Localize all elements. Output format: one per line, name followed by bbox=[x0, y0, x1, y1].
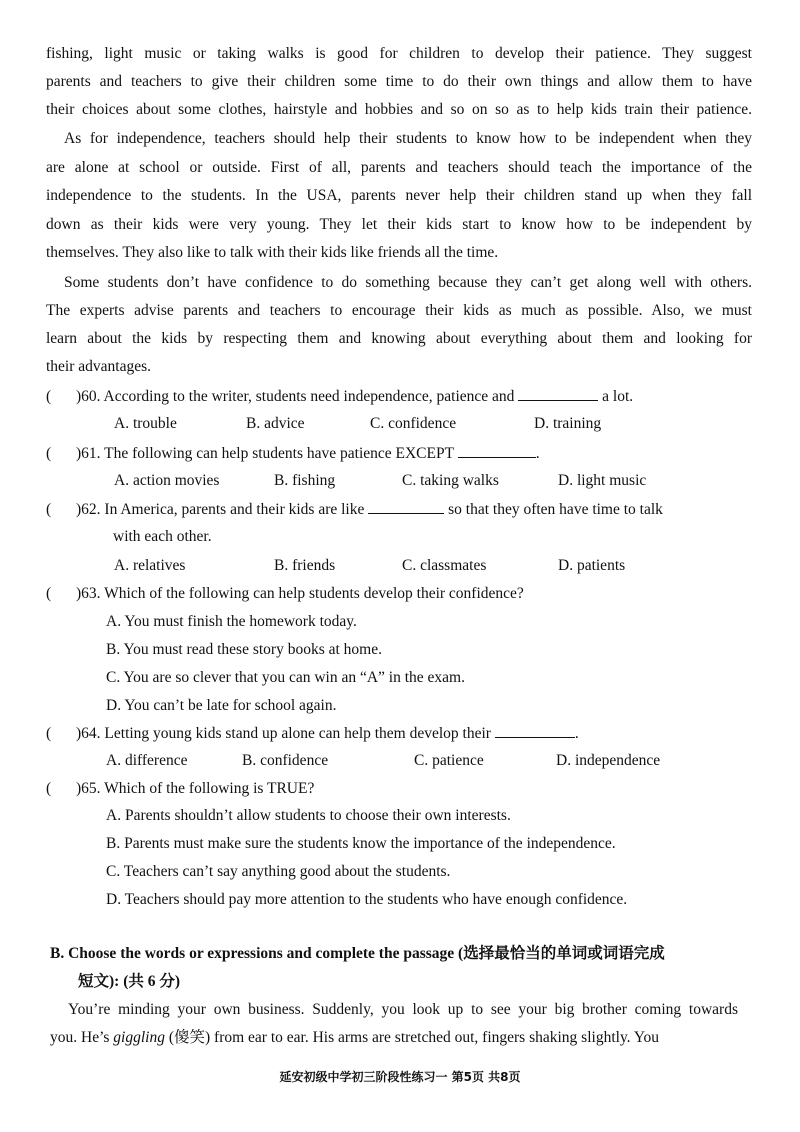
italic-word: giggling bbox=[113, 1029, 165, 1046]
question-stem: )64. Letting young kids stand up alone can help them develop their bbox=[76, 725, 491, 742]
option-a: A. Parents shouldn’t allow students to choose their own interests. bbox=[106, 807, 511, 824]
question-stem: )63. Which of the following can help students develop their confidence? bbox=[76, 585, 524, 602]
option-a: A. difference bbox=[106, 752, 188, 769]
option-b: B. advice bbox=[246, 415, 305, 432]
passage-line: independence to the students. In the USA, parents never help their children stand up when they fall bbox=[46, 187, 752, 204]
option-a: A. relatives bbox=[114, 557, 186, 574]
answer-blank bbox=[368, 499, 444, 514]
option-c: C. taking walks bbox=[402, 472, 499, 489]
question-stem-end: . bbox=[574, 725, 579, 742]
passage-line: are alone at school or outside. First of all, parents and teachers should teach the importance of the bbox=[46, 159, 752, 176]
option-b: B. Parents must make sure the students know the importance of the independence. bbox=[106, 835, 616, 852]
passage-text: (傻笑) from ear to ear. His arms are stretched out, fingers shaking slightly. You bbox=[168, 1029, 660, 1046]
option-b: B. You must read these story books at home. bbox=[106, 641, 382, 658]
passage-line: down as their kids were very young. They let their kids start to know how to be independent by bbox=[46, 216, 752, 233]
passage-line: fishing, light music or taking walks is good for children to develop their patience. They suggest bbox=[46, 45, 752, 62]
section-b-passage-line: You’re minding your own business. Suddenly, you look up to see your big brother coming towards bbox=[68, 1001, 738, 1018]
option-a: A. You must finish the homework today. bbox=[106, 613, 357, 630]
answer-paren[interactable]: ( bbox=[46, 501, 52, 518]
option-c: C. patience bbox=[414, 752, 484, 769]
answer-paren[interactable]: ( bbox=[46, 780, 52, 797]
question-65 bbox=[46, 779, 314, 799]
passage-line: their advantages. bbox=[46, 358, 152, 375]
option-c: C. You are so clever that you can win an “A” in the exam. bbox=[106, 669, 465, 686]
question-stem: )62. In America, parents and their kids are like bbox=[76, 501, 365, 518]
question-62 bbox=[46, 499, 663, 520]
passage-line: The experts advise parents and teachers to encourage their kids as much as possible. Also, we must bbox=[46, 302, 752, 319]
question-stem-end: . bbox=[535, 445, 540, 462]
question-stem: )65. Which of the following is TRUE? bbox=[76, 780, 315, 797]
answer-blank bbox=[458, 443, 536, 458]
question-stem-end: a lot. bbox=[602, 388, 634, 405]
answer-paren[interactable]: ( bbox=[46, 725, 52, 742]
passage-text: you. He’s bbox=[50, 1029, 110, 1046]
question-stem: )60. According to the writer, students need independence, patience and bbox=[76, 388, 515, 405]
page-footer: 延安初级中学初三阶段性练习一 第5页 共8页 bbox=[279, 1070, 521, 1084]
option-a: A. action movies bbox=[114, 472, 220, 489]
option-d: D. light music bbox=[558, 472, 647, 489]
section-b-heading-cont: 短文): (共 6 分) bbox=[78, 973, 181, 990]
question-60 bbox=[46, 386, 633, 407]
passage-line: parents and teachers to give their children some time to do their own things and allow them to have bbox=[46, 73, 752, 90]
question-61 bbox=[46, 443, 540, 464]
passage-line: themselves. They also like to talk with their kids like friends all the time. bbox=[46, 244, 499, 261]
question-63 bbox=[46, 584, 524, 604]
option-c: C. confidence bbox=[370, 415, 457, 432]
option-d: D. patients bbox=[558, 557, 626, 574]
option-b: B. fishing bbox=[274, 472, 336, 489]
option-d: D. You can’t be late for school again. bbox=[106, 697, 337, 714]
passage-line: their choices about some clothes, hairstyle and hobbies and so on so as to help kids train their patience. bbox=[46, 101, 752, 118]
question-64 bbox=[46, 723, 579, 744]
question-stem-continued: with each other. bbox=[113, 528, 212, 545]
option-a: A. trouble bbox=[114, 415, 177, 432]
option-c: C. classmates bbox=[402, 557, 487, 574]
answer-blank bbox=[518, 386, 598, 401]
option-d: D. independence bbox=[556, 752, 661, 769]
passage-line: learn about the kids by respecting them and knowing about everything about them and looking for bbox=[46, 330, 752, 347]
section-b-heading: B. Choose the words or expressions and complete the passage (选择最恰当的单词或词语完成 bbox=[50, 945, 665, 962]
answer-blank bbox=[495, 723, 575, 738]
option-b: B. confidence bbox=[242, 752, 329, 769]
option-c: C. Teachers can’t say anything good about the students. bbox=[106, 863, 451, 880]
option-d: D. training bbox=[534, 415, 602, 432]
option-b: B. friends bbox=[274, 557, 336, 574]
answer-paren[interactable]: ( bbox=[46, 585, 52, 602]
option-d: D. Teachers should pay more attention to the students who have enough confidence. bbox=[106, 891, 628, 908]
answer-paren[interactable]: ( bbox=[46, 388, 52, 405]
passage-line: Some students don’t have confidence to do something because they can’t get along well with others. bbox=[64, 274, 752, 291]
answer-paren[interactable]: ( bbox=[46, 445, 52, 462]
question-stem: )61. The following can help students have patience EXCEPT bbox=[76, 445, 454, 462]
passage-line: As for independence, teachers should help their students to know how to be independent when they bbox=[64, 130, 752, 147]
section-b-passage-line bbox=[50, 1028, 659, 1048]
question-stem-end: so that they often have time to talk bbox=[448, 501, 663, 518]
